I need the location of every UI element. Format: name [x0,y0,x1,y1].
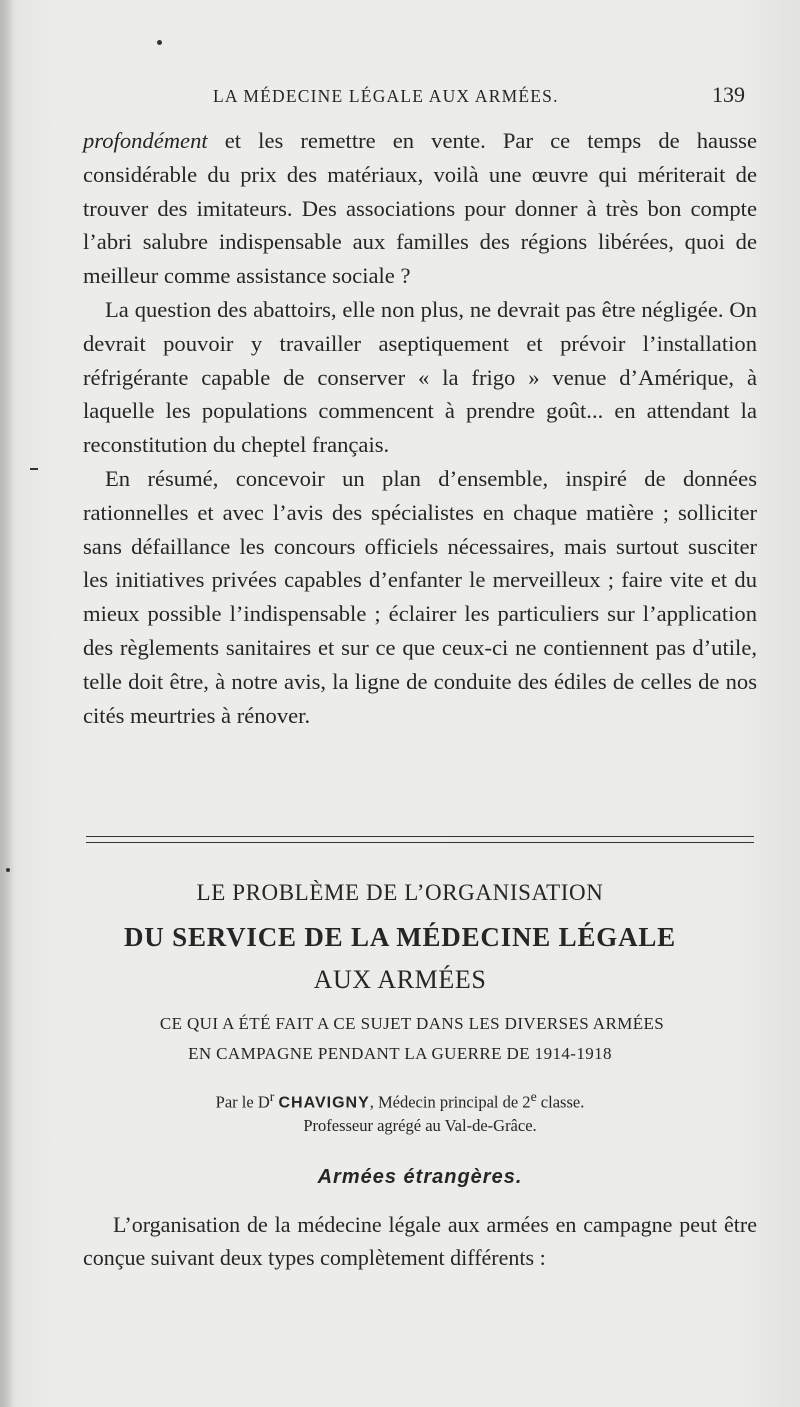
section-divider [86,836,754,837]
byline-prefix: Par le D [215,1092,270,1112]
running-head: LA MÉDECINE LÉGALE AUX ARMÉES. [213,86,559,106]
scan-shadow [0,0,14,1407]
article-title-line3: AUX ARMÉES [313,965,487,994]
section-intro [83,1208,757,1274]
section-heading: Armées étrangères. [317,1166,523,1188]
author-affiliation: Professeur agrégé au Val-de-Grâce. [303,1115,537,1135]
byline [0,1086,800,1137]
role-suffix: classe. [536,1092,585,1112]
article-title-line2: DU SERVICE DE LA MÉDECINE LÉGALE [123,922,676,952]
byline-title-sup: r [269,1089,275,1104]
author-name: CHAVIGNY [278,1094,370,1112]
paragraph-abattoirs: La question des abattoirs, elle non plus, ne devrait pas être négligée. On devrait pouvoir y travailler aseptiquement et prévoir l’installation réfrigérante capable de conserver « la frigo » venue d’Amérique, à laquelle les populations commencent à prendre goût... en attendant la reconstitution du cheptel français. [83,296,757,458]
scan-speck [6,868,10,872]
paragraph-text: et les remettre en vente. Par ce temps de hausse considérable du prix des matériaux, voilà une œuvre qui mériterait de trouver des imitateurs. Des associations pour donner à très bon compte l’abri salubre indispensable aux familles des régions libérées, quoi de meilleur comme assistance sociale ? [83,128,757,289]
scan-speck [157,40,162,45]
role-sup: e [530,1089,537,1104]
article-title-line1: LE PROBLÈME DE L’ORGANISATION [196,880,604,905]
article-subtitle-line2: EN CAMPAGNE PENDANT LA GUERRE DE 1914-1918 [188,1044,612,1063]
body-text [83,124,757,732]
intro-paragraph: L’organisation de la médecine légale aux armées en campagne peut être conçue suivant deux types complètement différents : [83,1212,757,1270]
article-subtitle-line1: CE QUI A ÉTÉ FAIT A CE SUJET DANS LES DIVERSES ARMÉES [159,1014,665,1033]
page-number: 139 [712,82,745,107]
paragraph-continued [83,124,757,293]
italic-word: profondément [83,128,208,153]
paragraph-resume: En résumé, concevoir un plan d’ensemble, inspiré de données rationnelles et avec l’avis des spécialistes en chaque matière ; solliciter sans défaillance les concours officiels nécessaires, mais surtout susciter les initiatives privées capables d’enfanter le merveilleux ; faire vite et du mieux possible l’indispensable ; éclairer les particuliers sur l’application des règlements sanitaires et sur ce que ceux-ci ne contiennent pas d’utile, telle doit être, à notre avis, la ligne de conduite des édiles de celles de nos cités meurtries à rénover. [83,465,757,728]
author-role: , Médecin principal de 2 [369,1092,531,1112]
section-divider [86,842,754,843]
scan-speck [30,468,38,470]
